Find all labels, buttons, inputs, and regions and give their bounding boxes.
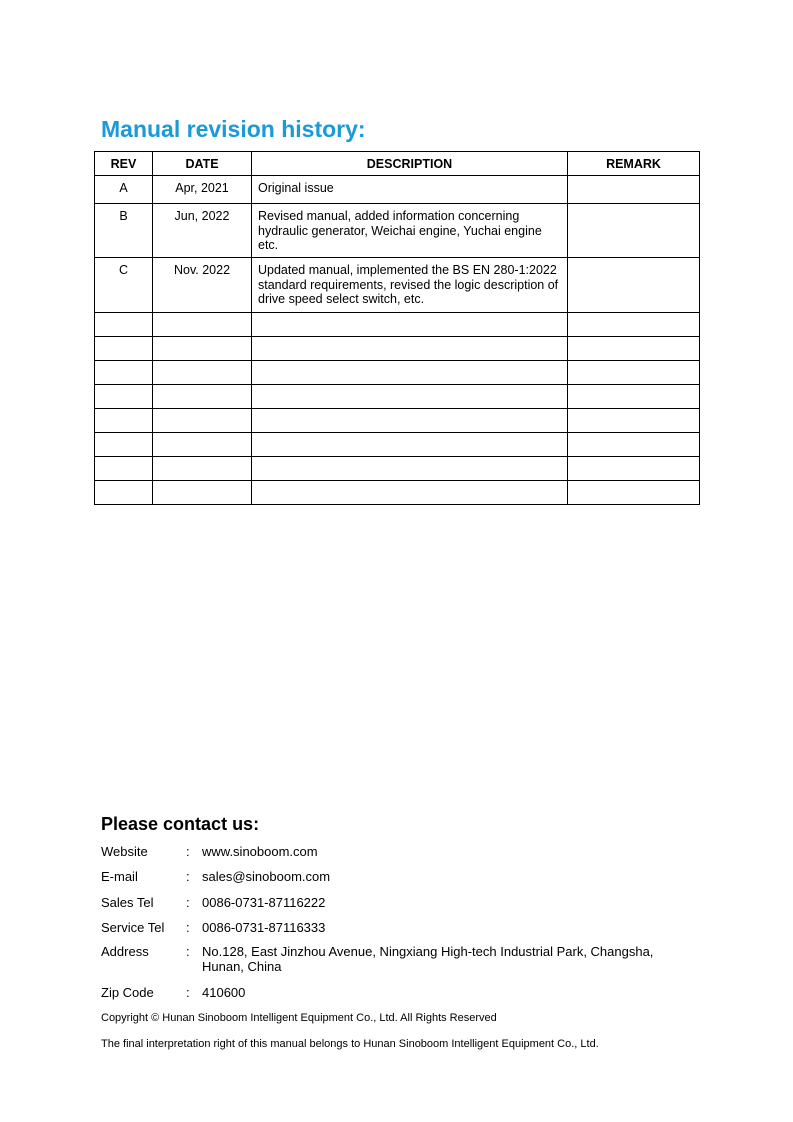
date-cell: Nov. 2022 xyxy=(153,258,252,313)
empty-cell xyxy=(568,457,700,481)
table-row xyxy=(95,204,700,258)
empty-cell xyxy=(95,409,153,433)
empty-cell xyxy=(568,409,700,433)
copyright-notice: Copyright © Hunan Sinoboom Intelligent Equipment Co., Ltd. All Rights Reserved xyxy=(101,1012,497,1024)
contact-separator: : xyxy=(186,944,190,959)
empty-cell xyxy=(252,457,568,481)
empty-cell xyxy=(95,313,153,337)
email-link[interactable]: sales@sinoboom.com xyxy=(202,869,331,884)
rev-cell: C xyxy=(95,258,153,313)
website-link[interactable]: www.sinoboom.com xyxy=(202,844,318,859)
empty-cell xyxy=(95,433,153,457)
description-cell: Updated manual, implemented the BS EN 280-1:2022 standard requirements, revised the logic description of drive speed select switch, etc. xyxy=(252,258,568,313)
contact-separator: : xyxy=(186,844,190,859)
column-header-remark: REMARK xyxy=(568,152,700,176)
empty-cell xyxy=(95,457,153,481)
table-row xyxy=(95,258,700,313)
empty-cell xyxy=(568,481,700,505)
empty-cell xyxy=(153,337,252,361)
table-row xyxy=(95,337,700,361)
table-row xyxy=(95,385,700,409)
empty-cell xyxy=(568,385,700,409)
table-row xyxy=(95,313,700,337)
empty-cell xyxy=(252,385,568,409)
column-header-description: DESCRIPTION xyxy=(252,152,568,176)
empty-cell xyxy=(153,361,252,385)
description-cell: Original issue xyxy=(252,176,568,204)
table-row xyxy=(95,409,700,433)
empty-cell xyxy=(252,313,568,337)
empty-cell xyxy=(252,337,568,361)
empty-cell xyxy=(153,481,252,505)
address-value: No.128, East Jinzhou Avenue, Ningxiang High-tech Industrial Park, Changsha, Hunan, China xyxy=(202,944,654,974)
empty-cell xyxy=(95,337,153,361)
contact-label: Website xyxy=(101,844,148,859)
contact-label: Zip Code xyxy=(101,985,154,1000)
rev-cell: B xyxy=(95,204,153,258)
service-tel-value: 0086-0731-87116333 xyxy=(202,920,326,935)
empty-cell xyxy=(252,433,568,457)
table-header-row xyxy=(95,152,700,176)
interpretation-notice: The final interpretation right of this manual belongs to Hunan Sinoboom Intelligent Equipment Co., Ltd. xyxy=(101,1038,599,1050)
empty-cell xyxy=(252,361,568,385)
table-row xyxy=(95,176,700,204)
empty-cell xyxy=(153,457,252,481)
zip-code-value: 410600 xyxy=(202,985,246,1000)
contact-label: Sales Tel xyxy=(101,895,154,910)
table-row xyxy=(95,457,700,481)
sales-tel-value: 0086-0731-87116222 xyxy=(202,895,326,910)
empty-cell xyxy=(568,337,700,361)
contact-label: Address xyxy=(101,944,149,959)
date-cell: Apr, 2021 xyxy=(153,176,252,204)
contact-label: Service Tel xyxy=(101,920,165,935)
empty-cell xyxy=(95,385,153,409)
empty-cell xyxy=(568,433,700,457)
empty-cell xyxy=(153,433,252,457)
empty-cell xyxy=(153,385,252,409)
empty-cell xyxy=(95,481,153,505)
contact-separator: : xyxy=(186,985,190,1000)
empty-cell xyxy=(252,409,568,433)
table-row xyxy=(95,361,700,385)
rev-cell: A xyxy=(95,176,153,204)
column-header-date: DATE xyxy=(153,152,252,176)
table-row xyxy=(95,481,700,505)
remark-cell xyxy=(568,204,700,258)
contact-separator: : xyxy=(186,920,190,935)
empty-cell xyxy=(252,481,568,505)
contact-separator: : xyxy=(186,869,190,884)
remark-cell xyxy=(568,176,700,204)
empty-cell xyxy=(568,313,700,337)
description-cell: Revised manual, added information concerning hydraulic generator, Weichai engine, Yuchai engine etc. xyxy=(252,204,568,258)
empty-cell xyxy=(568,361,700,385)
column-header-rev: REV xyxy=(95,152,153,176)
revision-history-title: Manual revision history: xyxy=(101,116,366,142)
date-cell: Jun, 2022 xyxy=(153,204,252,258)
contact-title: Please contact us: xyxy=(101,814,260,834)
table-row xyxy=(95,433,700,457)
empty-cell xyxy=(153,409,252,433)
empty-cell xyxy=(153,313,252,337)
empty-cell xyxy=(95,361,153,385)
contact-label: E-mail xyxy=(101,869,138,884)
contact-separator: : xyxy=(186,895,190,910)
revision-history-table xyxy=(94,151,700,505)
remark-cell xyxy=(568,258,700,313)
